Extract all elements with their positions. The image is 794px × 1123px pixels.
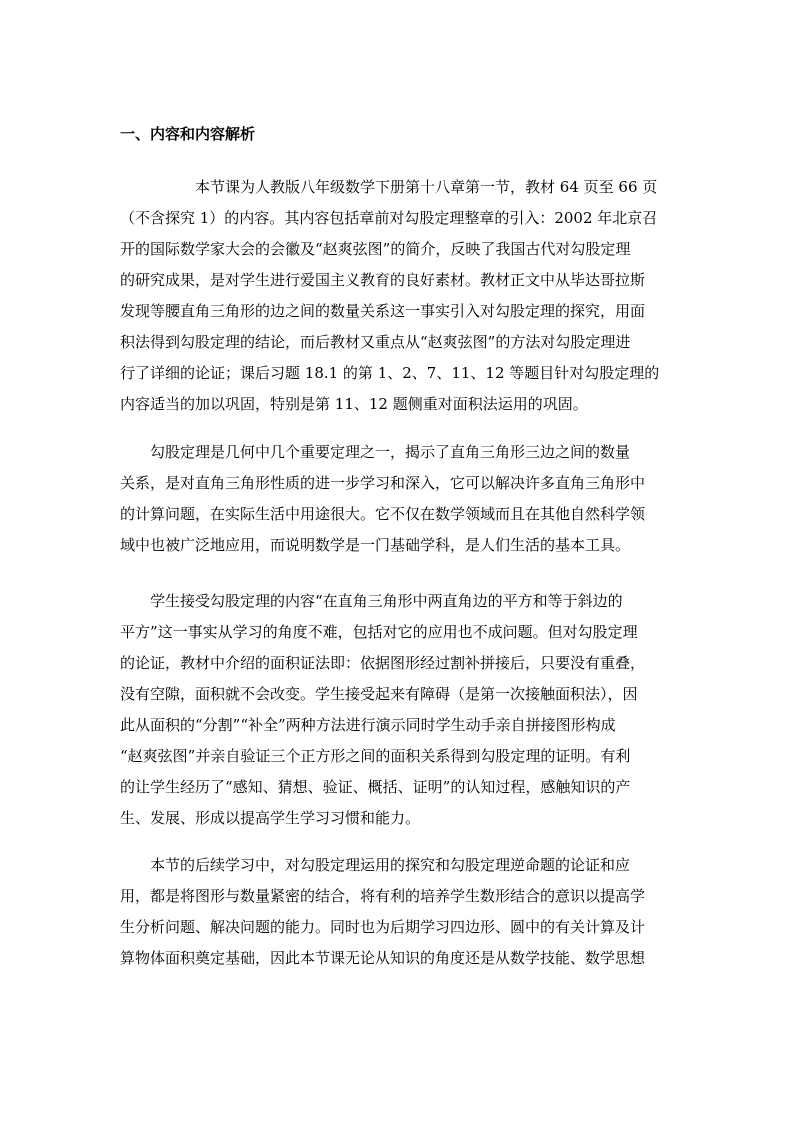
text-line: 用，都是将图形与数量紧密的结合，将有利的培养学生数形结合的意识以提高学 (120, 887, 646, 905)
paragraph-theorem-importance (120, 437, 680, 561)
text-line: 生、发展、形成以提高学生学习习惯和能力。 (120, 809, 421, 827)
text-line: 平方”这一事实从学习的角度不难，包括对它的应用也不成问题。但对勾股定理 (120, 623, 638, 641)
text-line: 本节课为人教版八年级数学下册第十八章第一节，教材 64 页至 66 页 (120, 178, 658, 196)
paragraph-content-overview (120, 172, 680, 420)
text-line: 行了详细的论证；课后习题 18.1 的第 1、2、7、11、12 等题目针对勾股定理的 (120, 364, 660, 382)
text-line: 积法得到勾股定理的结论，而后教材又重点从“赵爽弦图”的方法对勾股定理进 (120, 333, 631, 351)
text-line: 的让学生经历了“感知、猜想、验证、概括、证明”的认知过程，感触知识的产 (120, 778, 631, 796)
text-line: 本节的后续学习中，对勾股定理运用的探究和勾股定理逆命题的论证和应 (120, 856, 631, 874)
text-line: 此从面积的“分割”“补全”两种方法进行演示同时学生动手亲自拼接图形构成 (120, 716, 616, 734)
paragraph-follow-up-learning (120, 850, 680, 974)
text-line: 发现等腰直角三角形的边之间的数量关系这一事实引入对勾股定理的探究，用面 (120, 302, 646, 320)
text-line: 没有空隙，面积就不会改变。学生接受起来有障碍（是第一次接触面积法），因 (120, 685, 638, 703)
text-line: 关系，是对直角三角形性质的进一步学习和深入，它可以解决许多直角三角形中 (120, 474, 646, 492)
text-line: 算物体面积奠定基础，因此本节课无论从知识的角度还是从数学技能、数学思想 (120, 949, 646, 967)
text-line: 域中也被广泛地应用，而说明数学是一门基础学科，是人们生活的基本工具。 (120, 536, 631, 554)
text-line: “赵爽弦图”并亲自验证三个正方形之间的面积关系得到勾股定理的证明。有利 (120, 747, 631, 765)
text-line: （不含探究 1）的内容。其内容包括章前对勾股定理整章的引入：2002 年北京召 (120, 209, 658, 227)
text-line: 的研究成果，是对学生进行爱国主义教育的良好素材。教材正文中从毕达哥拉斯 (120, 271, 646, 289)
text-line: 内容适当的加以巩固，特别是第 11、12 题侧重对面积法运用的巩固。 (120, 395, 588, 413)
text-line: 开的国际数学家大会的会徽及“赵爽弦图”的简介，反映了我国古代对勾股定理 (120, 240, 631, 258)
text-line: 生分析问题、解决问题的能力。同时也为后期学习四边形、圆中的有关计算及计 (120, 918, 646, 936)
text-line: 勾股定理是几何中几个重要定理之一，揭示了直角三角形三边之间的数量 (120, 443, 631, 461)
text-line: 的论证，教材中介绍的面积证法即：依据图形经过割补拼接后，只要没有重叠， (120, 654, 646, 672)
text-line: 学生接受勾股定理的内容“在直角三角形中两直角边的平方和等于斜边的 (120, 592, 623, 610)
text-line: 的计算问题，在实际生活中用途很大。它不仅在数学领域而且在其他自然科学领 (120, 505, 646, 523)
paragraph-student-learning (120, 586, 680, 834)
section-heading: 一、内容和内容解析 (120, 125, 256, 143)
